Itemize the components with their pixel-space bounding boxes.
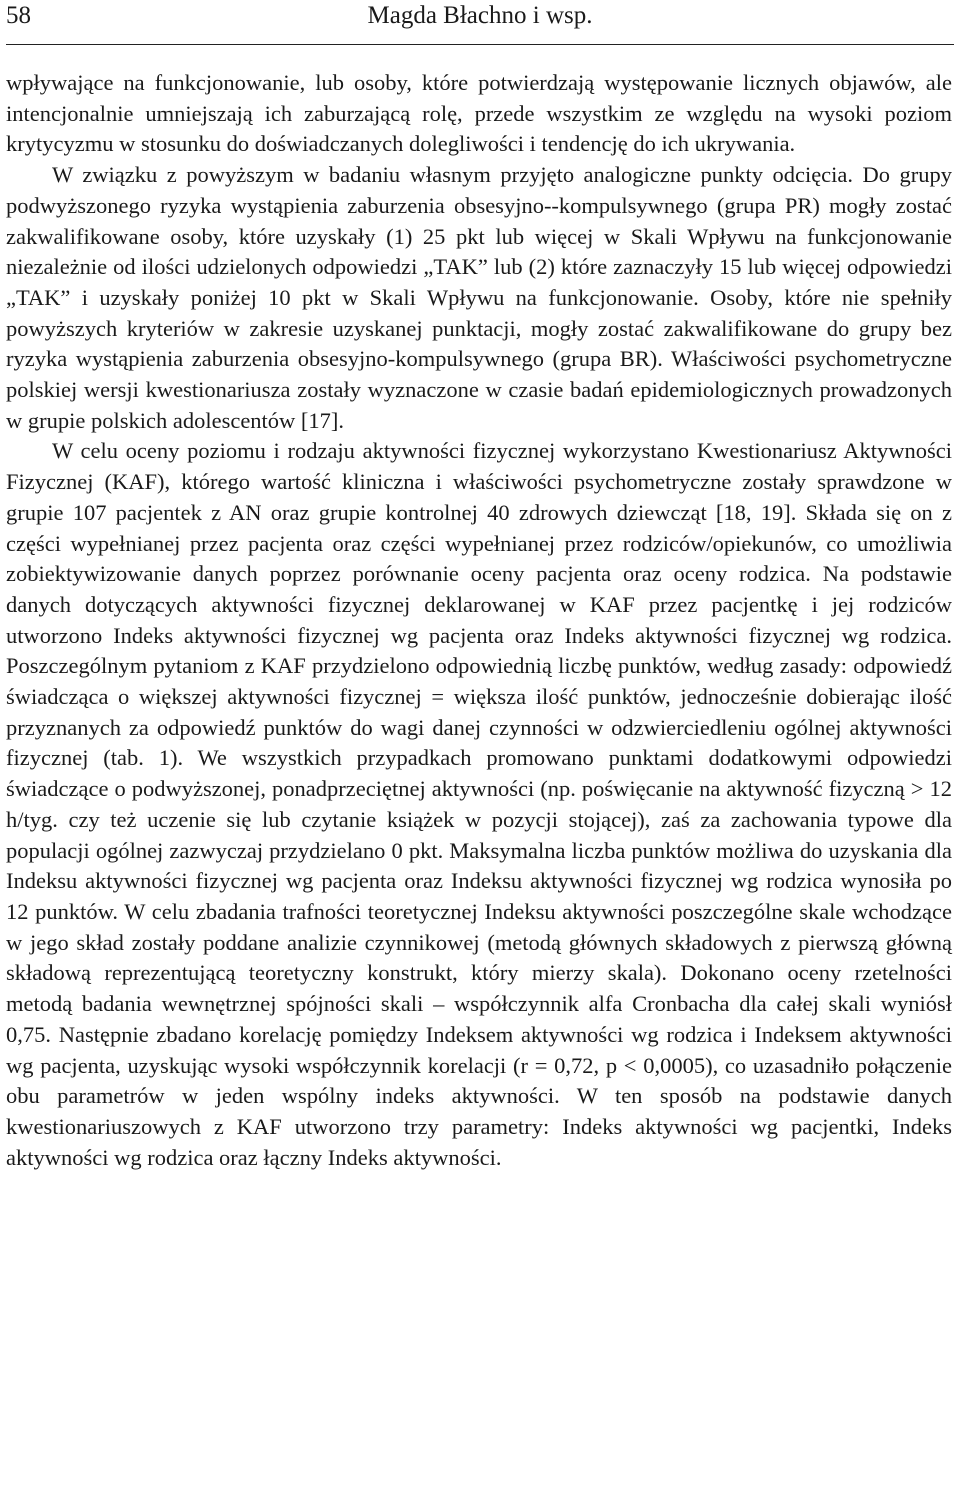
paragraph-continued: wpływające na funkcjonowanie, lub osoby, które potwierdzają występowanie licznych objawów, ale intencjonalnie umniejszają ich zaburzającą rolę, przede wszystkim ze względu na wysoki poziom krytycyzmu w stosunku do doświadczanych dolegliwości i tendencję do ich ukrywania. [6, 70, 952, 157]
paragraph-cutoff-points: W związku z powyższym w badaniu własnym przyjęto analogiczne punkty odcięcia. Do grupy podwyższonego ryzyka wystąpienia zaburzenia obsesyjno--kompulsywnego (grupa PR) mogły zostać zakwalifikowane osoby, które uzyskały (1) 25 pkt lub więcej w Skali Wpływu na funkcjonowanie niezależnie od ilości udzielonych odpowiedzi „TAK” lub (2) które zaznaczyły 15 lub więcej odpowiedzi „TAK” i uzyskały poniżej 10 pkt w Skali Wpływu na funkcjonowanie. Osoby, które nie spełniły powyższych kryteriów w zakresie uzyskanej punktacji, mogły zostać zakwalifikowane do grupy bez ryzyka wystąpienia zaburzenia obsesyjno-kompulsywnego (grupa BR). Właściwości psychometryczne polskiej wersji kwestionariusza zostały wyznaczone w czasie badań epidemiologicznych prowadzonych w grupie polskich adolescentów [17]. [6, 162, 952, 433]
running-head: Magda Błachno i wsp. [367, 2, 593, 29]
page-number: 58 [6, 2, 31, 29]
body-text [6, 68, 952, 1173]
page-header [6, 0, 954, 45]
paragraph-kaf-questionnaire: W celu oceny poziomu i rodzaju aktywności fizycznej wykorzystano Kwestionariusz Aktywności Fizycznej (KAF), którego wartość kliniczna i właściwości psychometryczne zostały sprawdzone w grupie 107 pacjentek z AN oraz grupie kontrolnej 40 zdrowych dziewcząt [18, 19]. Składa się on z części wypełnianej przez pacjenta oraz części wypełnianej przez rodziców/opiekunów, co umożliwia zobiektywizowanie danych poprzez porównanie oceny pacjenta oraz oceny rodzica. Na podstawie danych dotyczących aktywności fizycznej deklarowanej w KAF przez pacjentkę i jej rodziców utworzono Indeks aktywności fizycznej wg pacjenta oraz Indeks aktywności fizycznej wg rodzica. Poszczególnym pytaniom z KAF przydzielono odpowiednią liczbę punktów, według zasady: odpowiedź świadcząca o większej aktywności fizycznej = większa ilość punktów, jednocześnie dobierając ilość przyznanych za odpowiedź punktów do wagi danej czynności w odzwierciedleniu ogólnej aktywności fizycznej (tab. 1). We wszystkich przypadkach promowano punktami dodatkowymi odpowiedzi świadczące o podwyższonej, ponadprzeciętnej aktywności (np. poświęcanie na aktywność fizyczną > 12 h/tyg. czy też uczenie się lub czytanie książek w pozycji stojącej), zaś za zachowania typowe dla populacji ogólnej zazwyczaj przydzielano 0 pkt. Maksymalna liczba punktów możliwa do uzyskania dla Indeksu aktywności fizycznej wg pacjenta oraz Indeksu aktywności fizycznej wg rodzica wynosiła po 12 punktów. W celu zbadania trafności teoretycznej Indeksu aktywności poszczególne skale wchodzące w jego skład zostały poddane analizie czynnikowej (metodą głównych składowych z pierwszą główną składową reprezentującą teoretyczny konstrukt, który mierzy skala). Dokonano oceny rzetelności metodą badania wewnętrznej spójności skali – współczynnik alfa Cronbacha dla całej skali wyniósł 0,75. Następnie zbadano korelację pomiędzy Indeksem aktywności wg rodzica i Indeksem aktywności wg pacjenta, uzyskując wysoki współczynnik korelacji (r = 0,72, p < 0,0005), co uzasadniło połączenie obu parametrów w jeden wspólny indeks aktywności. W ten sposób na podstawie danych kwestionariuszowych z KAF utworzono trzy parametry: Indeks aktywności wg pacjentki, Indeks aktywności wg rodzica oraz łączny Indeks aktywności. [6, 438, 952, 1170]
